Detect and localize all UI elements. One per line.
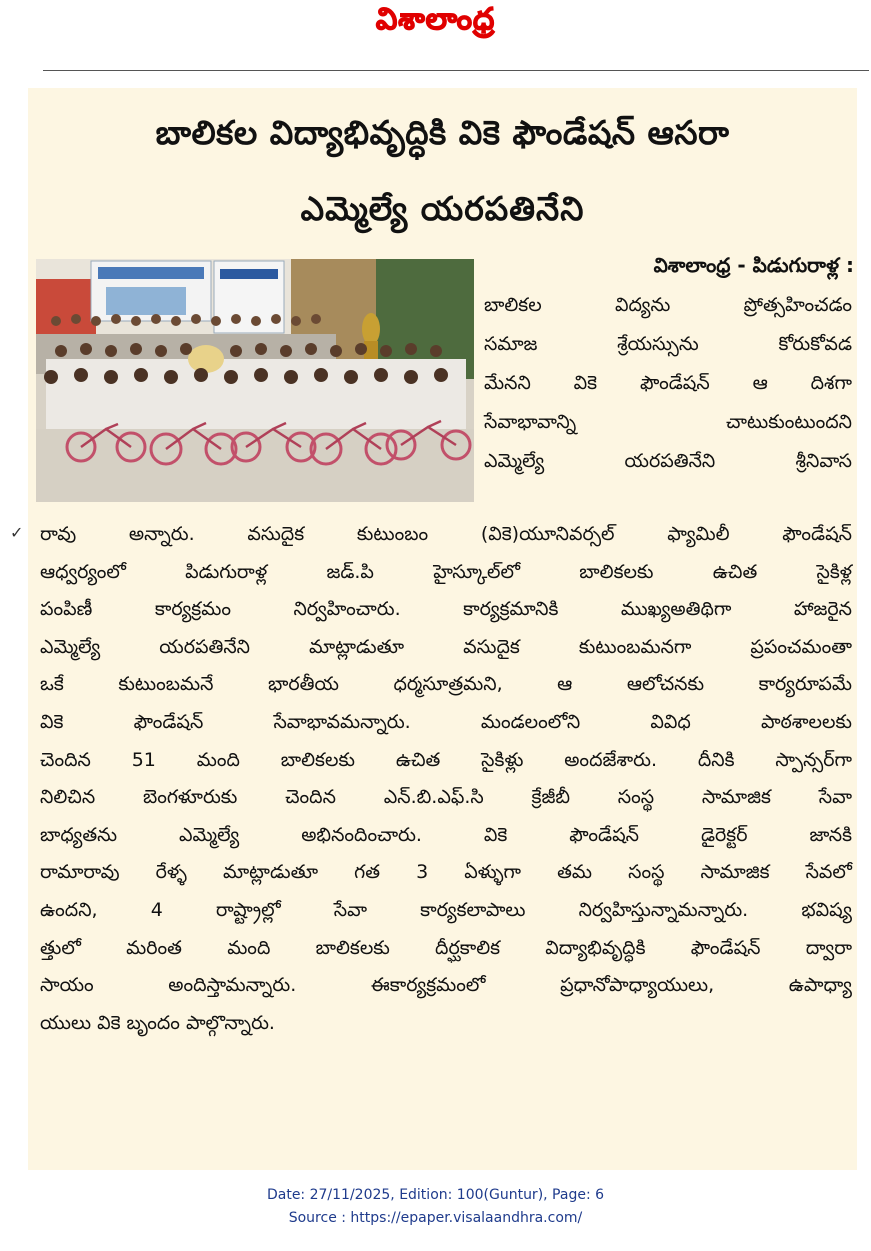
body-line: ఉందని, 4 రాష్ట్రాల్లో సేవా కార్యకలాపాలు నిర్వహిస్తున్నామన్నారు. భవిష్య <box>40 898 852 921</box>
column-line: ఎమ్మెల్యే యరపతినేని శ్రీనివాస <box>484 450 852 472</box>
column-line: సేవాభావాన్ని చాటుకుంటుందని <box>484 411 852 433</box>
body-line: చెందిన 51 మంది బాలికలకు ఉచిత సైకిళ్లు అందజేశారు. దీనికి స్పాన్సర్‌గా <box>40 748 852 771</box>
body-line: రామారావు రేళ్ళ మాట్లాడుతూ గత 3 ఏళ్ళుగా తమ సంస్థ సామాజిక సేవలో <box>40 861 852 884</box>
body-line: నిలిచిన బెంగళూరుకు చెందిన ఎన్.బి.ఎఫ్.సి క్రేజీబీ సంస్థ సామాజిక సేవా <box>40 786 852 809</box>
footer-source: Source : https://epaper.visalaandhra.com/ <box>288 1210 583 1226</box>
masthead <box>0 0 871 44</box>
body-line: బాధ్యతను ఎమ్మెల్యే అభినందించారు. వికె ఫౌండేషన్ డైరెక్టర్ జానకి <box>40 823 852 846</box>
body-line: రావు అన్నారు. వసుదైక కుటుంబం (వికె)యూనివర్సల్ ఫ్యామిలీ ఫౌండేషన్ <box>40 523 852 545</box>
body-line: సాయం అందిస్తామన్నారు. ఈకార్యక్రమంలో ప్రధానోపాధ్యాయులు, ఉపాధ్యా <box>40 974 852 997</box>
headline-line-2: ఎమ్మెల్యే యరపతినేని <box>300 189 585 228</box>
headline-line-1: బాలికల విద్యాభివృద్ధికి వికె ఫౌండేషన్ ఆసరా <box>155 113 730 152</box>
column-line: సమాజ శ్రేయస్సును కోరుకోవడ <box>484 333 852 355</box>
body-text <box>40 516 852 1042</box>
checkmark-icon: ✓ <box>10 523 24 542</box>
body-line: ఎమ్మెల్యే యరపతినేని మాట్లాడుతూ వసుదైక కుటుంబమనగా ప్రపంచమంతా <box>40 635 852 658</box>
body-line: ఆధ్వర్యంలో పిడుగురాళ్ల జడ్.పి హైస్కూల్‌లో బాలికలకు ఉచిత సైకిళ్ల <box>40 560 852 583</box>
body-line: ఒకే కుటుంబమనే భారతీయ ధర్మసూత్రమని, ఆ ఆలోచనకు కార్యరూపమే <box>40 673 852 696</box>
byline: విశాలాంధ్ర - పిడుగురాళ్ల : <box>653 253 854 277</box>
column-line: బాలికల విద్యను ప్రోత్సహించడం <box>484 294 852 316</box>
group-photo-illustration <box>36 259 474 502</box>
masthead-logo: విశాలాంధ్ర <box>375 2 496 37</box>
column-text <box>484 286 852 481</box>
footer-date-edition: Date: 27/11/2025, Edition: 100(Guntur), Page: 6 <box>266 1187 605 1203</box>
body-line: పంపిణీ కార్యక్రమం నిర్వహించారు. కార్యక్రమానికి ముఖ్యఅతిథిగా హాజరైన <box>40 598 852 621</box>
header-divider <box>43 70 869 71</box>
body-line: యులు వికె బృందం పాల్గొన్నారు. <box>40 1011 275 1034</box>
body-line: వికె ఫౌండేషన్ సేవాభావమన్నారు. మండలంలోని వివిధ పాఠశాలలకు <box>40 710 852 733</box>
article-photo <box>36 259 474 502</box>
news-clipping <box>28 88 857 1170</box>
column-line: మేనని వికె ఫౌండేషన్ ఆ దిశగా <box>484 372 852 394</box>
body-line: త్తులో మరింత మంది బాలికలకు దీర్ఘకాలిక విద్యాభివృద్ధికి ఫౌండేషన్ ద్వారా <box>40 936 852 959</box>
